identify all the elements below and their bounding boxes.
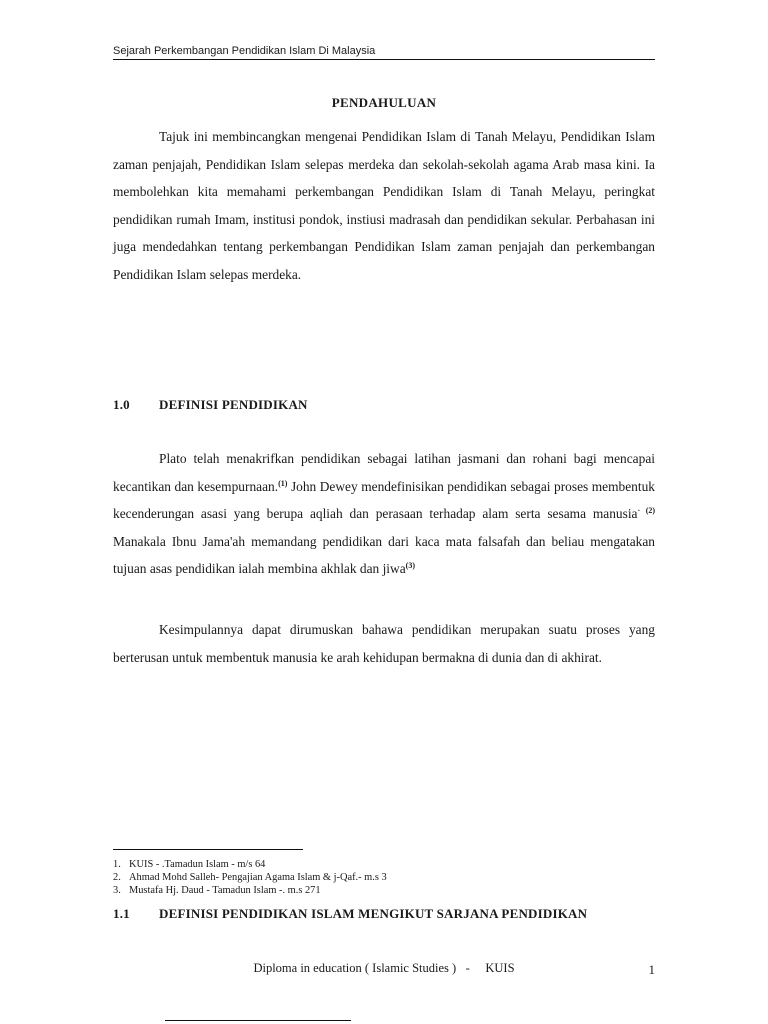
page-footer (113, 961, 655, 976)
footnote-list (113, 858, 653, 898)
running-header-title: Sejarah Perkembangan Pendidikan Islam Di Malaysia (113, 45, 376, 57)
footnote-item (113, 884, 653, 897)
conclusion-paragraph: Kesimpulannya dapat dirumuskan bahawa pendidikan merupakan suatu proses yang berterusan untuk membentuk manusia ke arah kehidupan bermakna di dunia dan di akhirat. (113, 622, 655, 665)
section-title: DEFINISI PENDIDIKAN ISLAM MENGIKUT SARJANA PENDIDIKAN (159, 906, 588, 921)
footnote-ref-2-prefix: · (637, 506, 646, 516)
intro-paragraph: Tajuk ini membincangkan mengenai Pendidikan Islam di Tanah Melayu, Pendidikan Islam zaman penjajah, Pendidikan Islam selepas merdeka dan sekolah-sekolah agama Arab masa kini. Ia membolehkan kita memahami perkembangan Pendidikan Islam di Tanah Melayu, peringkat pendidikan rumah Imam, institusi pondok, instiusi madrasah dan pendidikan sekular. Perbahasan ini juga mendedahkan tentang perkembangan Pendidikan Islam zaman penjajah dan perkembangan Pendidikan Islam selepas merdeka. (113, 129, 655, 282)
section-title: DEFINISI PENDIDIKAN (159, 397, 308, 412)
dewey-text: John Dewey mendefinisikan pendidikan sebagai proses membentuk kecenderungan asasi yang berupa aqliah dan perasaan terhadap alam serta sesama manusia (113, 478, 655, 522)
running-header (113, 44, 655, 60)
footnote-number: 2. (113, 872, 121, 884)
footnote-separator (113, 849, 303, 850)
plato-text: Plato telah menakrifkan pendidikan sebagai latihan jasmani dan rohani bagi mencapai kecantikan dan kesempurnaan. (113, 451, 655, 494)
section-number: 1.0 (113, 397, 130, 412)
footnote-text: Mustafa Hj. Daud - Tamadun Islam -. m.s 271 (129, 885, 321, 897)
section-number: 1.1 (113, 906, 130, 921)
footnote-text: Ahmad Mohd Salleh- Pengajian Agama Islam & j-Qaf.- m.s 3 (129, 872, 387, 884)
next-page-footnote-separator (165, 1020, 351, 1021)
footnote-item (113, 858, 653, 871)
footnote-number: 1. (113, 859, 121, 870)
section-1-0-heading (113, 397, 673, 413)
footnote-ref-1: (1) (278, 478, 288, 488)
footer-text: Diploma in education ( Islamic Studies ) - KUIS (253, 961, 515, 975)
footnote-item (113, 871, 653, 884)
section-1-1-heading (113, 906, 673, 922)
intro-title: PENDAHULUAN (331, 95, 437, 110)
footnote-ref-2: (2) (645, 506, 656, 516)
footnote-text: KUIS - .Tamadun Islam - m/s 64 (129, 859, 266, 870)
definition-paragraph (113, 445, 655, 583)
footnote-ref-3: (3) (405, 561, 415, 571)
page-number: 1 (648, 962, 655, 977)
footnote-number: 3. (113, 885, 121, 897)
ibnu-jamaah-text: Manakala Ibnu Jama'ah memandang pendidikan dari kaca mata falsafah dan beliau mengatakan tujuan asas pendidikan ialah membina akhlak dan jiwa (113, 533, 655, 577)
